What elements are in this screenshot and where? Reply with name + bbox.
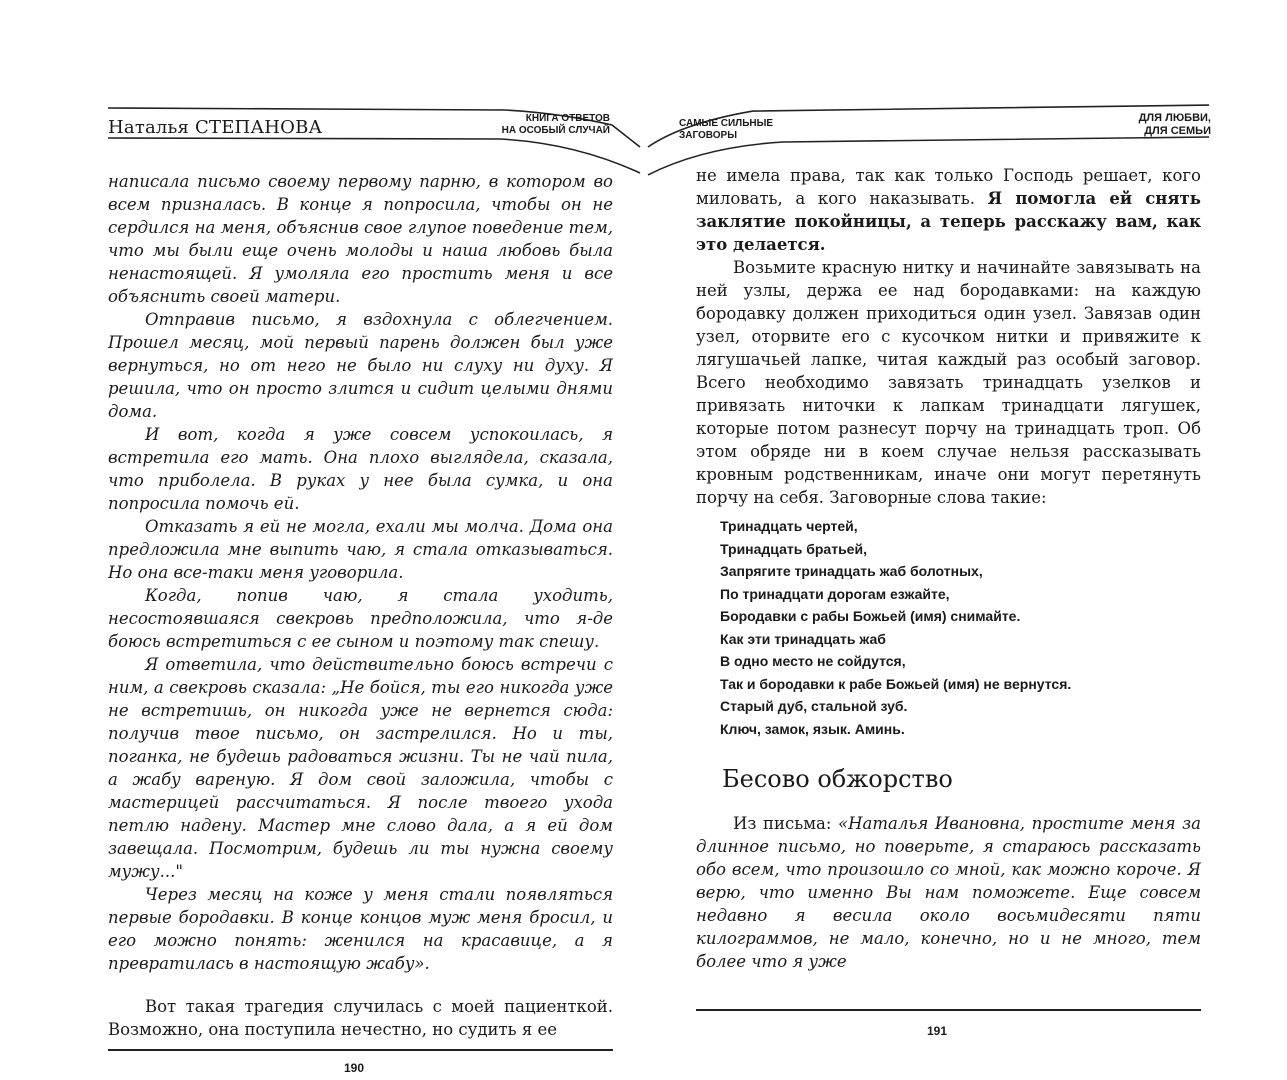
- verse-line: Бородавки с рабы Божьей (имя) снимайте.: [720, 608, 1021, 624]
- letter-intro: Из письма:: [733, 814, 839, 833]
- paragraph: Когда, попив чаю, я стала уходить, несостоявшаяся свекровь предположила, что я-де боюсь встретиться с ее сыном и поэтому так спешу.: [108, 586, 613, 651]
- section-line-2: ДЛЯ СЕМЬИ: [1144, 125, 1211, 137]
- verse-line: По тринадцати дорогам езжайте,: [720, 585, 950, 602]
- paragraph: Отправив письмо, я вздохнула с облегчением. Прошел месяц, мой первый парень должен был уже вернуться, но от него не было ни слуху ни духу. Я решила, что он просто злится и сидит целыми днями дома.: [108, 310, 613, 421]
- series-line-1: САМЫЕ СИЛЬНЫЕ: [679, 118, 774, 129]
- paragraph: [696, 164, 1201, 256]
- book-title-line-1: КНИГА ОТВЕТОВ: [525, 113, 610, 124]
- paragraph: написала письмо своему первому парню, в котором во всем призналась. В конце я попросила, чтобы он не сердился на меня, объяснив свое глупое поведение тем, что мы были еще очень молоды и наша любовь была ненастоящей. Я умоляла его простить меня и все объяснить своей матери.: [108, 172, 613, 306]
- verse-line: Как эти тринадцать жаб: [720, 630, 886, 647]
- closing-paragraph: Вот такая трагедия случилась с моей пациенткой. Возможно, она поступила нечестно, но судить я ее: [108, 997, 613, 1039]
- page-number: 190: [344, 1061, 365, 1075]
- section-title: Бесово обжорство: [722, 765, 953, 793]
- verse-line: Ключ, замок, язык. Аминь.: [720, 720, 905, 737]
- paragraph: Возьмите красную нитку и начинайте завязывать на ней узлы, держа ее над бородавками: на каждую бородавку должен приходиться один узел. Завязав один узел, оторвите его с кусочком нитки и привяжите к лягушачьей лапке, читая каждый раз особый заговор. Всего необходимо завязать тринадцать узелков и привязать ниточки к лапкам тринадцати лягушек, которые потом разнесут порчу на тринадцать троп. Об этом обряде ни в коем случае нельзя рассказывать кровным родственникам, иначе они могут перетянуть порчу на себя. Заговорные слова такие:: [696, 258, 1201, 507]
- verse-line: Запрягите тринадцать жаб болотных,: [720, 563, 983, 579]
- running-head-series: [679, 118, 773, 142]
- running-head-book-title: [500, 113, 610, 137]
- running-head-author: Наталья СТЕПАНОВА: [108, 117, 323, 138]
- paragraph: Через месяц на коже у меня стали появляться первые бородавки. В конце концов муж меня бросил, и его можно понять: женился на красавице, а я превратилась в настоящую жабу».: [108, 885, 613, 973]
- series-line-2: ЗАГОВОРЫ: [679, 130, 738, 141]
- left-page: [0, 0, 643, 1080]
- verse-line: Тринадцать чертей,: [720, 518, 858, 534]
- paragraph: Я ответила, что действительно боюсь встречи с ним, а свекровь сказала: „Не бойся, ты его никогда уже не встретишь, он никогда уже не вернется сюда: получив твое письмо, он застрелился. Но и ты, поганка, не будешь радоваться жизни. Ты не чай пила, а жабу вареную. Я дом свой заложила, чтобы с мастерицей рассчитаться. Я после твоего ухода петлю надену. Мастер мне слово дала, а я ей дом завещала. Посмотрим, будешь ли ты нужна своему мужу...": [108, 655, 613, 881]
- bold-emphasis: Я помогла ей снять заклятие покойницы, а теперь расскажу вам, как это делается.: [696, 189, 1201, 254]
- right-body-text: [696, 164, 1201, 973]
- paragraph-text: не имела права, так как только Господь решает, кого миловать, а кого наказывать.: [696, 166, 1201, 208]
- verse-line: Старый дуб, стальной зуб.: [720, 698, 908, 714]
- letter-text: «Наталья Ивановна, простите меня за длинное письмо, но поверьте, я стараюсь рассказать обо всем, что произошло со мной, как можно короче. Я верю, что именно Вы нам поможете. Еще совсем недавно я весила около восьмидесяти пяти килограммов, не мало, конечно, но и не много, тем более что я уже: [696, 814, 1201, 971]
- verse-line: Тринадцать братьей,: [720, 540, 867, 557]
- verse-line: Так и бородавки к рабе Божьей (имя) не вернутся.: [720, 675, 1072, 692]
- running-head-section: [1139, 112, 1211, 138]
- paragraph: [696, 812, 1201, 973]
- section-line-1: ДЛЯ ЛЮБВИ,: [1138, 112, 1211, 124]
- paragraph: Отказать я ей не могла, ехали мы молча. Дома она предложила мне выпить чаю, я стала отказываться. Но она все-таки меня уговорила.: [108, 517, 613, 582]
- paragraph: И вот, когда я уже совсем успокоилась, я встретила его мать. Она плохо выглядела, сказала, что приболела. В руках у нее была сумка, и она попросила помочь ей.: [108, 425, 613, 513]
- footer-rule: [696, 1009, 1201, 1011]
- verse-line: В одно место не сойдутся,: [720, 653, 906, 669]
- right-page: [643, 0, 1287, 1080]
- header-bottom-rule: [108, 138, 640, 173]
- page-number: 191: [927, 1024, 948, 1038]
- left-body-text: [108, 170, 613, 1041]
- incantation-verse: [720, 515, 1201, 740]
- book-title-line-2: НА ОСОБЫЙ СЛУЧАЙ: [501, 125, 610, 136]
- footer-rule: [108, 1049, 613, 1051]
